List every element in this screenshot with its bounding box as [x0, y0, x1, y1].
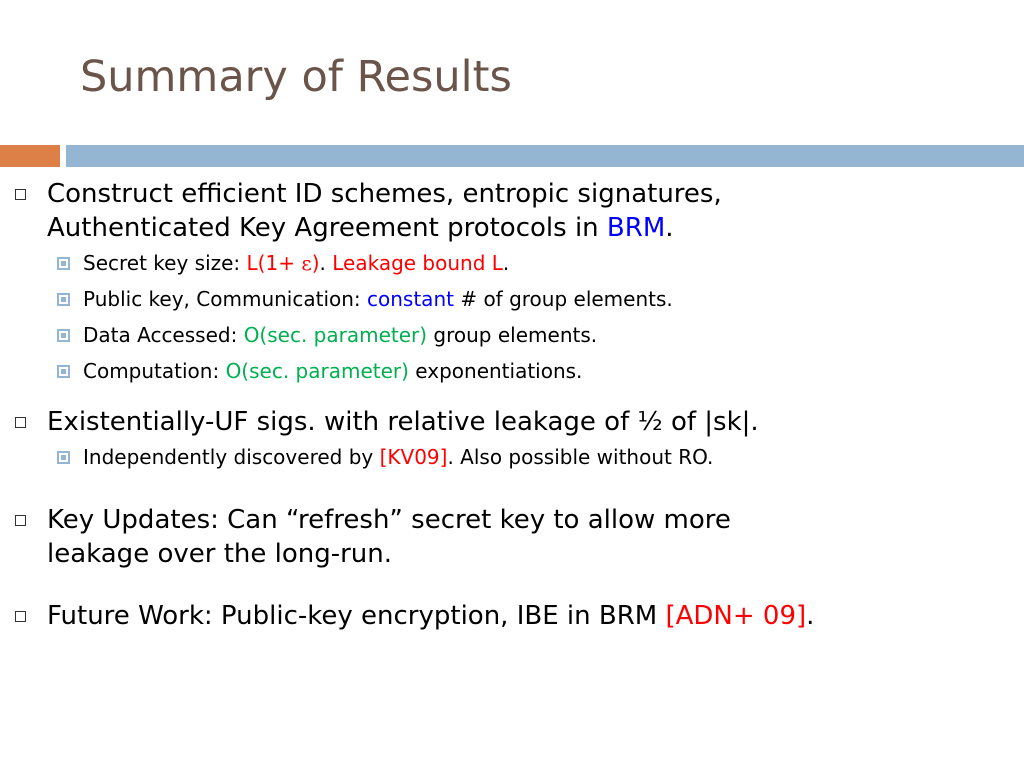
- complexity-highlight: O(sec. parameter): [243, 323, 428, 347]
- sub-bullet-text: . Also possible without RO.: [447, 445, 714, 469]
- hollow-square-bullet-icon: [15, 417, 26, 428]
- bullet-text: leakage over the long-run.: [47, 539, 393, 569]
- filled-square-bullet-icon: [57, 293, 70, 306]
- sub-bullet-data-accessed: [0, 317, 1024, 353]
- sub-bullet-secret-key-size: [0, 245, 1024, 281]
- sub-bullet-text: Secret key size:: [83, 251, 247, 275]
- brm-highlight: BRM: [606, 213, 666, 243]
- sub-bullet-text: Data Accessed:: [83, 323, 244, 347]
- slide-content: [0, 171, 1024, 633]
- citation-kv09: [KV09]: [379, 445, 448, 469]
- hollow-square-bullet-icon: [15, 611, 26, 622]
- sub-bullet-computation: [0, 353, 1024, 389]
- citation-adn09: [ADN+ 09]: [665, 601, 807, 631]
- bullet-text: Construct efficient ID schemes, entropic signatures,: [47, 179, 722, 209]
- complexity-highlight: O(sec. parameter): [225, 359, 409, 383]
- filled-square-bullet-icon: [57, 451, 70, 464]
- bullet-text: Future Work: Public-key encryption, IBE in BRM: [47, 601, 666, 631]
- slide-title: Summary of Results: [80, 52, 512, 102]
- bullet-existentially-uf: [0, 405, 1024, 439]
- sub-bullet-text: group elements.: [427, 323, 598, 347]
- filled-square-bullet-icon: [57, 257, 70, 270]
- sub-bullet-text: Computation:: [83, 359, 226, 383]
- bullet-text: Authenticated Key Agreement protocols in: [47, 213, 607, 243]
- epsilon-symbol: ε: [301, 251, 312, 275]
- accent-bar-orange: [0, 145, 60, 167]
- sub-bullet-independently-discovered: [0, 439, 1024, 475]
- hollow-square-bullet-icon: [15, 189, 26, 200]
- hollow-square-bullet-icon: [15, 515, 26, 526]
- bullet-text: Existentially-UF sigs. with relative leakage of ½ of |sk|.: [47, 407, 759, 437]
- bullet-key-updates: [0, 503, 1024, 571]
- sub-bullet-text: .: [502, 251, 510, 275]
- bullet-construct-schemes: [0, 177, 1024, 245]
- constant-highlight: constant: [367, 287, 454, 311]
- leakage-bound-highlight: Leakage bound L: [332, 251, 503, 275]
- bullet-future-work: [0, 599, 1024, 633]
- sub-bullet-public-key: [0, 281, 1024, 317]
- bullet-text: Key Updates: Can “refresh” secret key to allow more: [47, 505, 731, 535]
- sub-bullet-text: .: [319, 251, 333, 275]
- filled-square-bullet-icon: [57, 365, 70, 378]
- sub-bullet-text: exponentiations.: [408, 359, 583, 383]
- accent-bar-blue: [66, 145, 1024, 167]
- bullet-text: .: [806, 601, 815, 631]
- sub-bullet-text: Public key, Communication:: [83, 287, 368, 311]
- filled-square-bullet-icon: [57, 329, 70, 342]
- sub-bullet-text: # of group elements.: [453, 287, 673, 311]
- secret-key-size-value: L(1+: [246, 251, 302, 275]
- sub-bullet-text: Independently discovered by: [83, 445, 380, 469]
- secret-key-size-close: ): [311, 251, 320, 275]
- bullet-text: .: [665, 213, 674, 243]
